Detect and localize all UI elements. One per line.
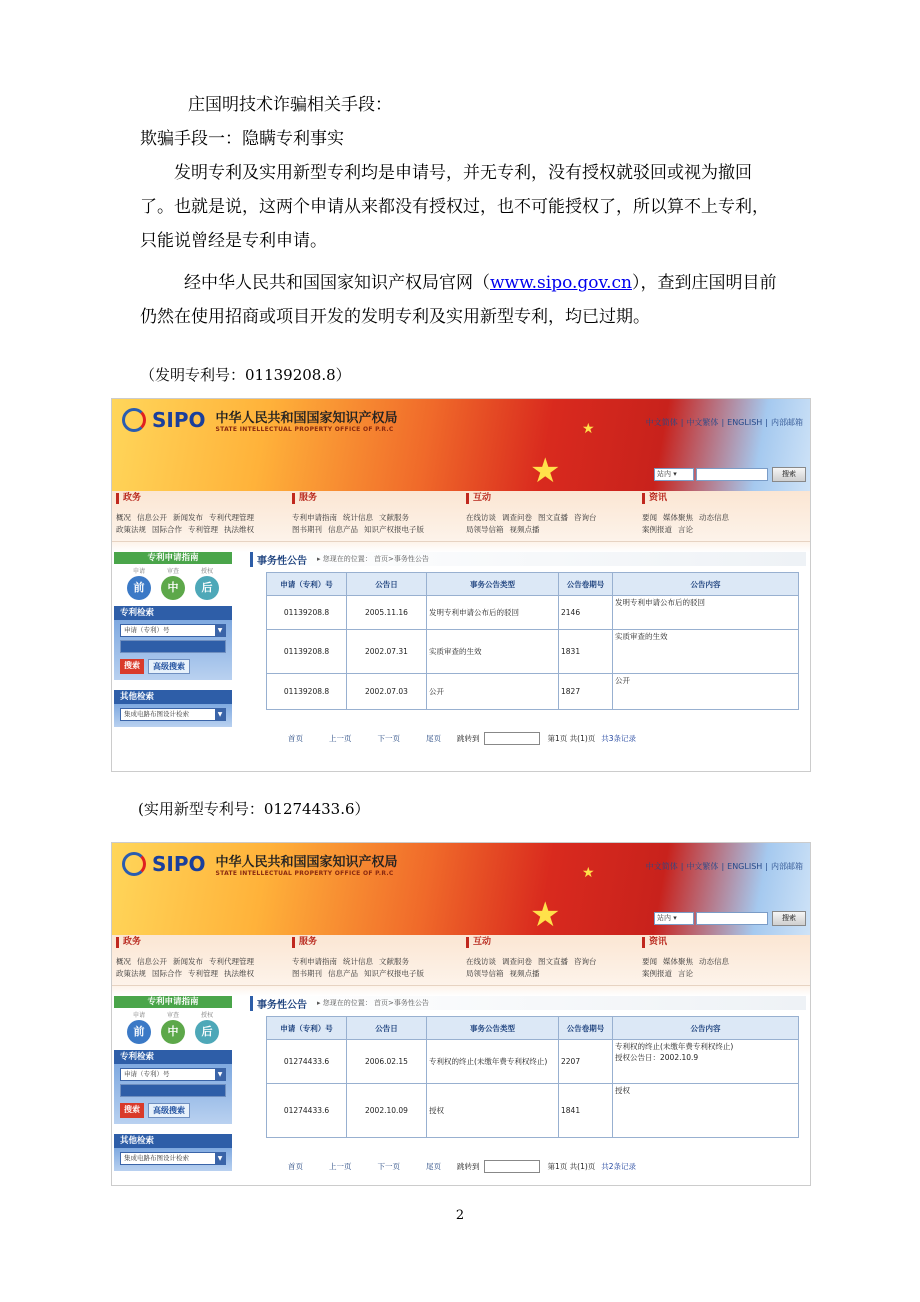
cell-type: 实质审查的生效	[427, 630, 559, 674]
nav-link[interactable]: 言论	[678, 525, 693, 534]
col-header: 公告日	[347, 573, 427, 596]
nav-head-interact[interactable]: 互动	[466, 937, 603, 948]
nav-col-interact	[466, 937, 603, 980]
nav-link[interactable]: 知识产权报电子版	[364, 525, 424, 534]
table-row	[267, 1040, 799, 1084]
cell-content: 公开	[613, 674, 799, 710]
nav-head-news[interactable]: 资讯	[642, 493, 735, 504]
step-label: 审查	[166, 568, 179, 575]
cell-content-line: 授权	[615, 1086, 630, 1095]
nav-link[interactable]: 咨询台	[574, 513, 597, 522]
patent-search-input[interactable]	[120, 1084, 226, 1097]
nav-link[interactable]: 信息产品	[328, 969, 358, 978]
nav-link[interactable]: 动态信息	[699, 513, 729, 522]
pager-jump-input[interactable]	[484, 732, 540, 745]
nav-link[interactable]: 视频点播	[509, 525, 540, 534]
pager-last[interactable]: 尾页	[426, 734, 441, 743]
nav-head-interact[interactable]: 互动	[466, 493, 603, 504]
internal-mail[interactable]: 内部邮箱	[771, 862, 803, 871]
site-scope-select[interactable]: 站内 ▾	[654, 468, 694, 481]
cell-volume: 1827	[559, 674, 613, 710]
content-title: 事务性公告	[250, 552, 307, 567]
paragraph-2	[140, 266, 780, 334]
cell-content	[613, 1040, 799, 1084]
nav-link[interactable]: 图文直播	[538, 957, 568, 966]
patent-search-button[interactable]: 搜索	[120, 1103, 144, 1118]
nav-link[interactable]: 概况	[116, 513, 131, 522]
cell-type: 专利权的终止(未缴年费专利权终止)	[427, 1040, 559, 1084]
col-header: 事务公告类型	[427, 1017, 559, 1040]
advanced-search-button[interactable]: 高级搜索	[148, 1103, 190, 1118]
cell-date: 2005.11.16	[347, 596, 427, 630]
pager-jump-label: 跳转到	[457, 734, 480, 743]
patent-search-button[interactable]: 搜索	[120, 659, 144, 674]
nav-link[interactable]: 图文直播	[538, 513, 568, 522]
pager-jump-input[interactable]	[484, 1160, 540, 1173]
site-search-button[interactable]: 搜索	[772, 467, 806, 482]
nav-link[interactable]: 知识产权报电子版	[364, 969, 424, 978]
nav-link[interactable]: 局领导信箱	[466, 525, 504, 534]
nav-link[interactable]: 新闻发布	[173, 513, 203, 522]
lang-traditional[interactable]: 中文繁体	[686, 418, 719, 427]
language-links: 中文简体 | 中文繁体 | ENGLISH | 内部邮箱	[645, 862, 803, 871]
col-header: 事务公告类型	[427, 573, 559, 596]
lang-simplified[interactable]: 中文简体	[645, 418, 678, 427]
nav-link[interactable]: 国际合作	[152, 969, 182, 978]
nav-link[interactable]: 统计信息	[343, 513, 373, 522]
nav-link[interactable]: 要闻	[642, 957, 657, 966]
content-title: 事务性公告	[250, 996, 307, 1011]
nav-link[interactable]: 新闻发布	[173, 957, 203, 966]
table-row	[267, 596, 799, 630]
nav-link[interactable]: 统计信息	[343, 957, 373, 966]
nav-link[interactable]: 专利管理	[188, 525, 218, 534]
sidebar	[114, 552, 232, 727]
other-search-select[interactable]: 集成电路布图设计检索 ▼	[120, 1152, 226, 1165]
search-type-select[interactable]: 申请（专利）号 ▼	[120, 624, 226, 637]
site-logo[interactable]	[122, 407, 398, 433]
step-label: 授权	[200, 1012, 213, 1019]
page-number: 2	[455, 1208, 465, 1223]
nav-link[interactable]: 文献服务	[379, 957, 409, 966]
flag-star-icon: ★	[530, 451, 561, 491]
nav-link[interactable]: 视频点播	[509, 969, 540, 978]
pager-prev[interactable]: 上一页	[329, 1162, 352, 1171]
chevron-down-icon: ▼	[215, 709, 225, 720]
pager-next[interactable]: 下一页	[377, 1162, 400, 1171]
site-name-en: STATE INTELLECTUAL PROPERTY OFFICE OF P.R.C	[215, 426, 394, 433]
step-label: 审查	[166, 1012, 179, 1019]
pager-info: 第1页 共(1)页	[547, 734, 596, 743]
nav-col-gov	[116, 493, 260, 536]
step-during-button[interactable]: 中	[161, 1020, 185, 1044]
record-count: 共3条记录	[601, 734, 637, 743]
pager-prev[interactable]: 上一页	[329, 734, 352, 743]
sipo-link[interactable]: www.sipo.gov.cn	[490, 273, 633, 293]
cell-volume: 2146	[559, 596, 613, 630]
patent-search-title: 专利检索	[114, 1050, 232, 1064]
site-name-cn: 中华人民共和国国家知识产权局	[215, 411, 398, 426]
nav-link[interactable]: 图书期刊	[292, 525, 322, 534]
col-header: 公告日	[347, 1017, 427, 1040]
logo-text: SIPO	[152, 852, 206, 876]
nav-link[interactable]: 案例报道	[642, 969, 672, 978]
nav-link[interactable]: 调查问卷	[502, 957, 532, 966]
breadcrumb: ▸ 您现在的位置： 首页>事务性公告	[317, 555, 429, 563]
guide-title[interactable]: 专利申请指南	[114, 552, 232, 564]
nav-link[interactable]: 图书期刊	[292, 969, 322, 978]
paragraph-2-after: ），查到庄国明目前仍然在使用招商或项目开发的发明专利及实用新型专利，均已过期。	[140, 273, 777, 327]
caption-utility-model: (实用新型专利号：01274433.6）	[138, 800, 370, 818]
nav-link[interactable]: 政策法规	[116, 525, 146, 534]
paragraph-1: 发明专利及实用新型专利均是申请号，并无专利，没有授权就驳回或视为撤回了。也就是说，这两个申请从来都没有授权过，也不可能授权了，所以算不上专利，只能说曾经是专利申请。	[140, 163, 769, 251]
nav-link[interactable]: 要闻	[642, 513, 657, 522]
lang-traditional[interactable]: 中文繁体	[686, 862, 719, 871]
nav-link[interactable]: 文献服务	[379, 513, 409, 522]
lang-english[interactable]: ENGLISH	[727, 418, 763, 427]
notice-table	[266, 572, 799, 710]
internal-mail[interactable]: 内部邮箱	[771, 418, 803, 427]
sidebar	[114, 996, 232, 1171]
cell-type: 公开	[427, 674, 559, 710]
method-title: 欺骗手段一：隐瞒专利事实	[140, 129, 344, 149]
nav-link[interactable]: 在线访谈	[466, 957, 496, 966]
nav-link[interactable]: 国际合作	[152, 525, 182, 534]
step-before-button[interactable]: 前	[127, 1020, 151, 1044]
flag-star-icon: ★	[582, 421, 595, 437]
cell-type: 发明专利申请公布后的驳回	[427, 596, 559, 630]
cell-content-line: 专利权的终止(未缴年费专利权终止)	[615, 1042, 734, 1051]
nav-link[interactable]: 政策法规	[116, 969, 146, 978]
table-row	[267, 630, 799, 674]
other-search-title: 其他检索	[114, 1134, 232, 1148]
nav-head-gov[interactable]: 政务	[116, 493, 260, 504]
patent-search-input[interactable]	[120, 640, 226, 653]
pager	[288, 732, 662, 745]
nav-link[interactable]: 在线访谈	[466, 513, 496, 522]
nav-link[interactable]: 专利代理管理	[209, 513, 254, 522]
cell-content-line: 授权公告日：2002.10.9	[615, 1053, 699, 1062]
language-links: 中文简体 | 中文繁体 | ENGLISH | 内部邮箱	[645, 418, 803, 427]
col-header: 申请（专利）号	[267, 573, 347, 596]
pager	[288, 1160, 662, 1173]
nav-link[interactable]: 执法维权	[224, 525, 254, 534]
nav-col-interact	[466, 493, 603, 536]
nav-link[interactable]: 专利申请指南	[292, 513, 337, 522]
cell-number: 01274433.6	[267, 1084, 347, 1138]
nav-head-service[interactable]: 服务	[292, 937, 430, 948]
nav-head-news[interactable]: 资讯	[642, 937, 735, 948]
flag-star-icon: ★	[582, 865, 595, 881]
advanced-search-button[interactable]: 高级搜索	[148, 659, 190, 674]
logo-text: SIPO	[152, 408, 206, 432]
cell-volume: 1831	[559, 630, 613, 674]
cell-content: 实质审查的生效	[613, 630, 799, 674]
cell-volume: 2207	[559, 1040, 613, 1084]
nav-head-gov[interactable]: 政务	[116, 937, 260, 948]
main-nav	[112, 935, 810, 986]
nav-link[interactable]: 媒体聚焦	[663, 513, 693, 522]
search-type-select[interactable]: 申请（专利）号 ▼	[120, 1068, 226, 1081]
cell-date: 2002.07.31	[347, 630, 427, 674]
site-scope-select[interactable]: 站内 ▾	[654, 912, 694, 925]
col-header: 公告卷期号	[559, 1017, 613, 1040]
nav-col-news	[642, 493, 735, 536]
nav-link[interactable]: 专利代理管理	[209, 957, 254, 966]
sipo-logo-icon	[122, 408, 146, 432]
site-name-cn: 中华人民共和国国家知识产权局	[215, 855, 398, 870]
patent-search-title: 专利检索	[114, 606, 232, 620]
pager-first[interactable]: 首页	[288, 734, 303, 743]
cell-number: 01274433.6	[267, 1040, 347, 1084]
nav-link[interactable]: 概况	[116, 957, 131, 966]
cell-number: 01139208.8	[267, 596, 347, 630]
pager-next[interactable]: 下一页	[377, 734, 400, 743]
step-after-button[interactable]: 后	[195, 1020, 219, 1044]
table-row	[267, 1084, 799, 1138]
other-search-select[interactable]: 集成电路布图设计检索 ▼	[120, 708, 226, 721]
nav-link[interactable]: 案例报道	[642, 525, 672, 534]
guide-title[interactable]: 专利申请指南	[114, 996, 232, 1008]
nav-col-news	[642, 937, 735, 980]
step-label: 授权	[200, 568, 213, 575]
site-search-input[interactable]	[696, 468, 768, 481]
site-logo[interactable]	[122, 851, 398, 877]
step-before-button[interactable]: 前	[127, 576, 151, 600]
nav-link[interactable]: 信息公开	[137, 513, 167, 522]
nav-col-service	[292, 493, 430, 536]
nav-link[interactable]: 信息产品	[328, 525, 358, 534]
nav-link[interactable]: 局领导信箱	[466, 969, 504, 978]
nav-link[interactable]: 咨询台	[574, 957, 597, 966]
notice-table	[266, 1016, 799, 1138]
nav-link[interactable]: 信息公开	[137, 957, 167, 966]
nav-link[interactable]: 执法维权	[224, 969, 254, 978]
cell-date: 2006.02.15	[347, 1040, 427, 1084]
notice-content	[250, 552, 806, 743]
col-header: 申请（专利）号	[267, 1017, 347, 1040]
site-search-input[interactable]	[696, 912, 768, 925]
chevron-down-icon: ▼	[215, 1153, 225, 1164]
pager-last[interactable]: 尾页	[426, 1162, 441, 1171]
cell-content	[613, 1084, 799, 1138]
col-header: 公告内容	[613, 1017, 799, 1040]
lang-simplified[interactable]: 中文简体	[645, 862, 678, 871]
site-banner	[112, 843, 810, 935]
record-count: 共2条记录	[601, 1162, 637, 1171]
caption-invention-patent: （发明专利号：01139208.8）	[140, 366, 351, 384]
col-header: 公告卷期号	[559, 573, 613, 596]
breadcrumb: ▸ 您现在的位置： 首页>事务性公告	[317, 999, 429, 1007]
nav-link[interactable]: 动态信息	[699, 957, 729, 966]
nav-link[interactable]: 调查问卷	[502, 513, 532, 522]
pager-jump-label: 跳转到	[457, 1162, 480, 1171]
col-header: 公告内容	[613, 573, 799, 596]
main-nav	[112, 491, 810, 542]
cell-number: 01139208.8	[267, 630, 347, 674]
sipo-screenshot-2	[111, 842, 811, 1186]
site-banner	[112, 399, 810, 491]
nav-link[interactable]: 言论	[678, 969, 693, 978]
cell-number: 01139208.8	[267, 674, 347, 710]
intro-title: 庄国明技术诈骗相关手段：	[188, 95, 392, 115]
nav-link[interactable]: 媒体聚焦	[663, 957, 693, 966]
cell-volume: 1841	[559, 1084, 613, 1138]
step-label: 申请	[132, 568, 145, 575]
other-search-title: 其他检索	[114, 690, 232, 704]
nav-head-service[interactable]: 服务	[292, 493, 430, 504]
nav-link[interactable]: 专利申请指南	[292, 957, 337, 966]
step-during-button[interactable]: 中	[161, 576, 185, 600]
cell-date: 2002.07.03	[347, 674, 427, 710]
table-row	[267, 674, 799, 710]
pager-info: 第1页 共(1)页	[547, 1162, 596, 1171]
site-search-button[interactable]: 搜索	[772, 911, 806, 926]
lang-english[interactable]: ENGLISH	[727, 862, 763, 871]
sipo-logo-icon	[122, 852, 146, 876]
site-name-en: STATE INTELLECTUAL PROPERTY OFFICE OF P.R.C	[215, 870, 394, 877]
nav-col-gov	[116, 937, 260, 980]
flag-star-icon: ★	[530, 895, 561, 935]
nav-col-service	[292, 937, 430, 980]
sipo-screenshot-1	[111, 398, 811, 772]
pager-first[interactable]: 首页	[288, 1162, 303, 1171]
notice-content	[250, 996, 806, 1171]
chevron-down-icon: ▼	[215, 1069, 225, 1080]
paragraph-2-before: 经中华人民共和国国家知识产权局官网（	[184, 273, 490, 293]
nav-link[interactable]: 专利管理	[188, 969, 218, 978]
cell-type: 授权	[427, 1084, 559, 1138]
cell-date: 2002.10.09	[347, 1084, 427, 1138]
cell-content: 发明专利申请公布后的驳回	[613, 596, 799, 630]
step-label: 申请	[132, 1012, 145, 1019]
step-after-button[interactable]: 后	[195, 576, 219, 600]
chevron-down-icon: ▼	[215, 625, 225, 636]
